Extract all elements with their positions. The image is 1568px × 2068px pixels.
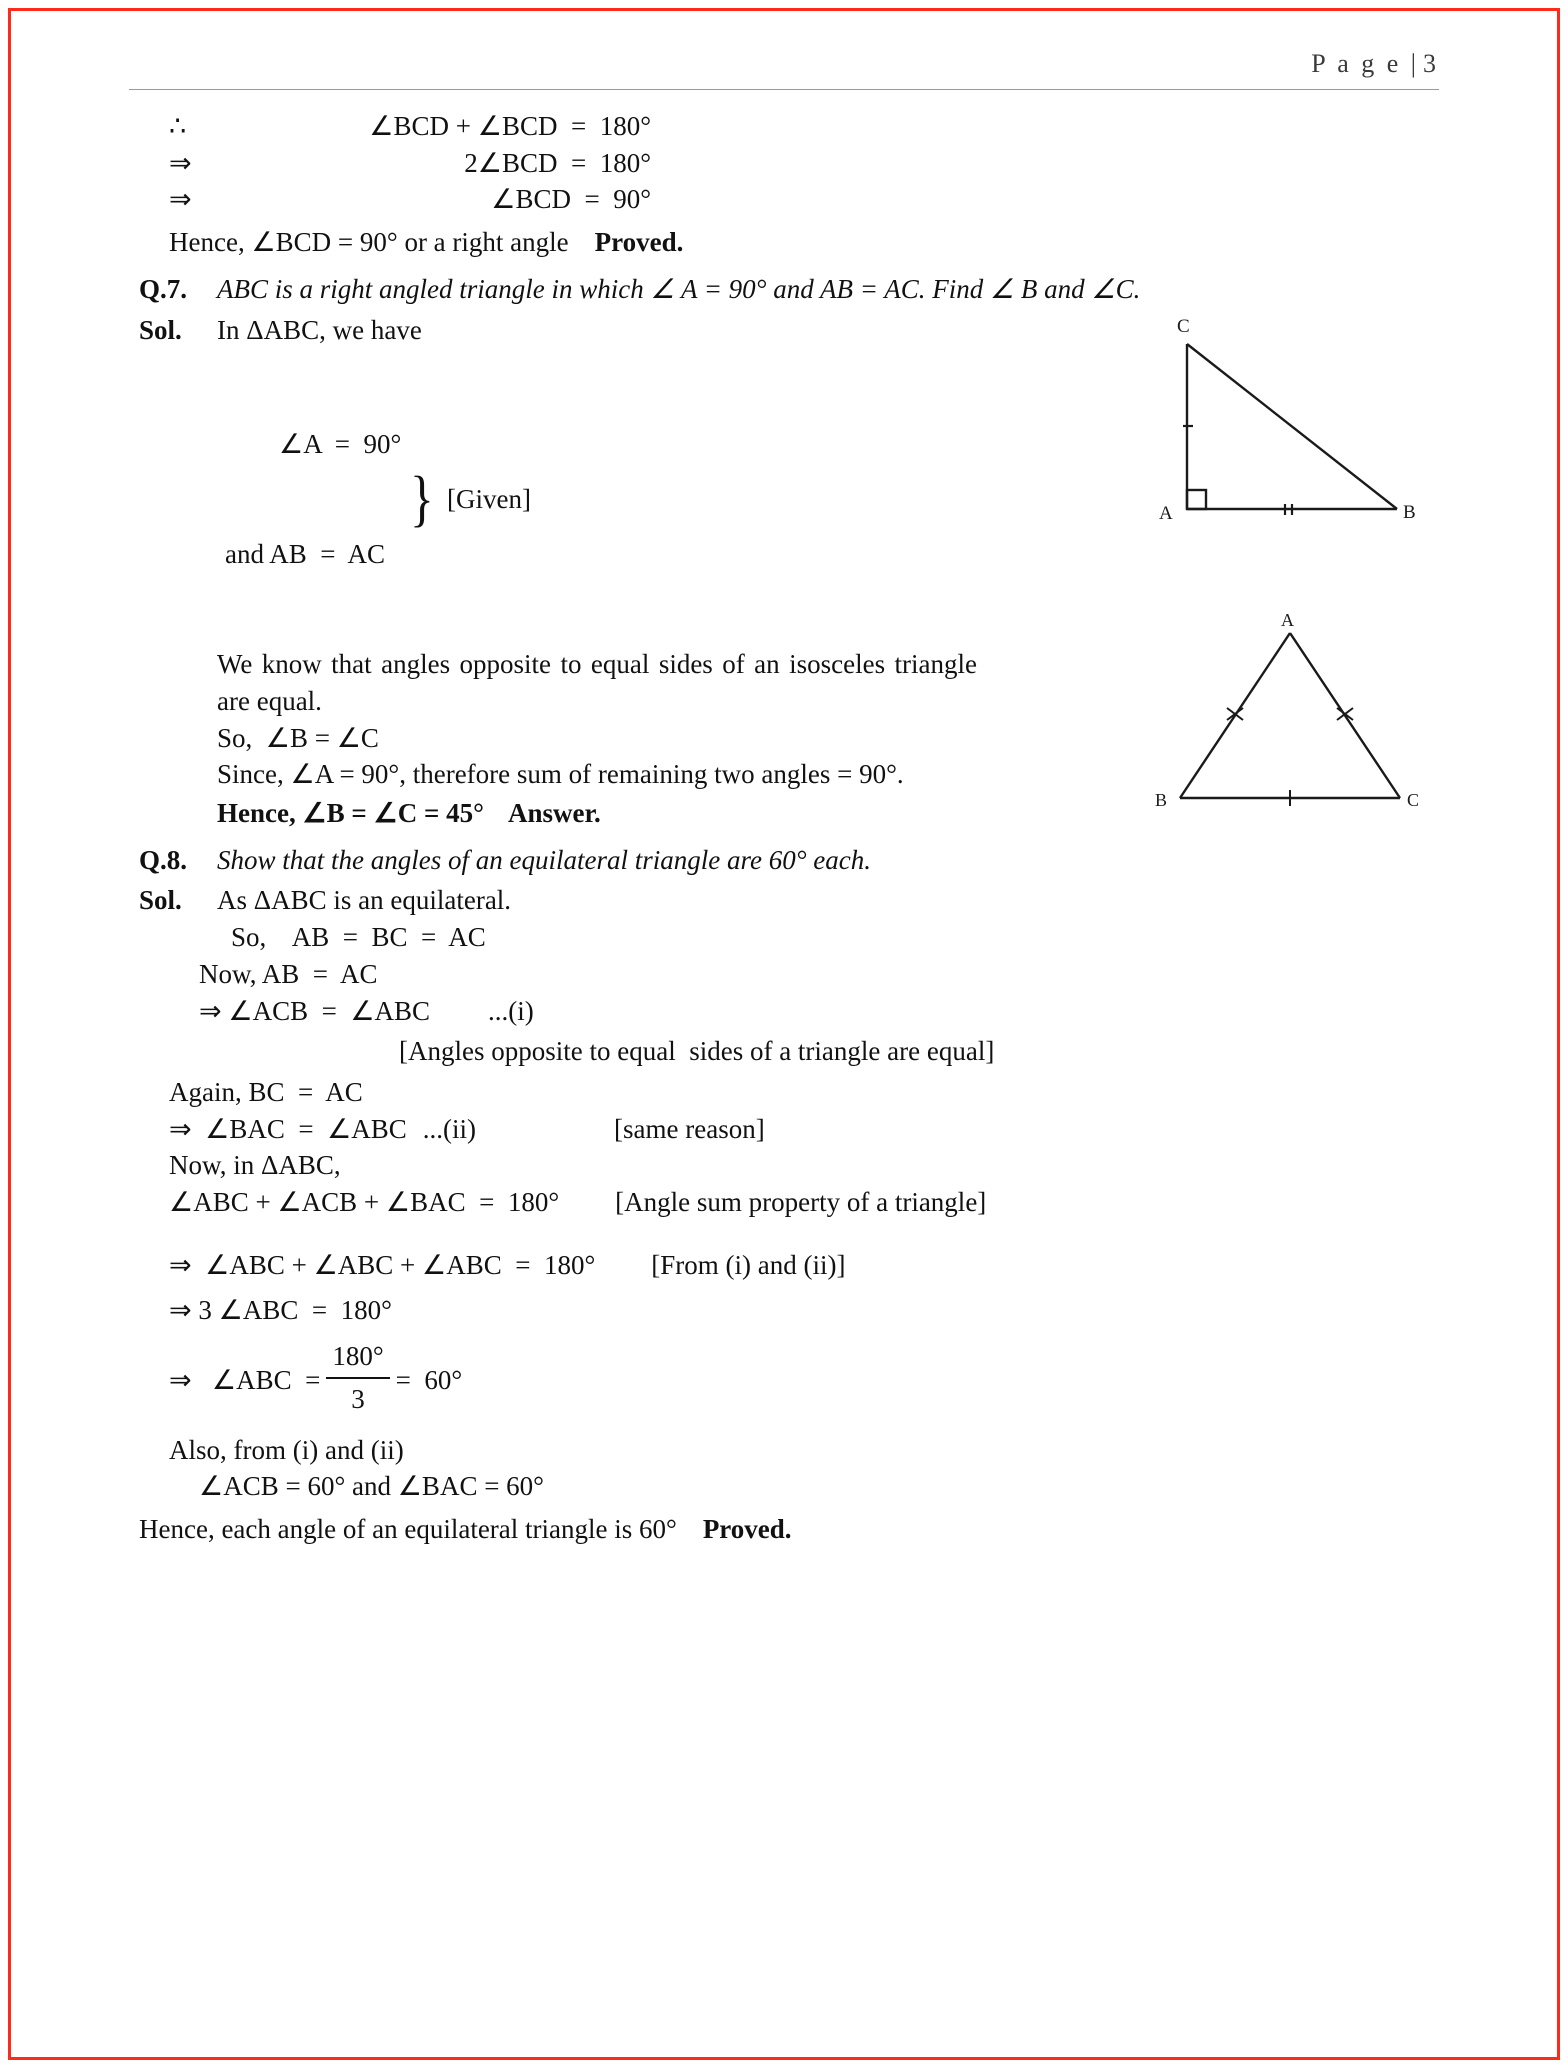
- proved-tag: Proved.: [594, 227, 684, 258]
- equation-symbol: ∴: [169, 111, 187, 141]
- solution-8-line-3: ⇒ ∠ACB = ∠ABC: [199, 995, 431, 1026]
- given-line-1: ∠A = 90°: [279, 428, 402, 459]
- solution-7-label: Sol.: [139, 314, 182, 345]
- fraction-numerator: 180°: [332, 1341, 384, 1372]
- solution-8-line-9: ∠ABC + ∠ACB + ∠BAC = 180°: [169, 1187, 560, 1218]
- solution-8-line-9-row: [139, 1184, 1429, 1221]
- question-7-label: Q.7.: [139, 273, 188, 304]
- document-content: [139, 108, 1429, 1548]
- question-8-text: Show that the angles of an equilateral triangle are 60° each.: [217, 844, 871, 875]
- solution-8-note-4: [From (i) and (ii)]: [651, 1249, 846, 1280]
- solution-8-line-6-row: [139, 1111, 1429, 1148]
- solution-8-line-8: Now, in ΔABC,: [169, 1150, 341, 1181]
- solution-8-label: Sol.: [139, 885, 182, 916]
- solution-8-line-16: Also, from (i) and (ii): [169, 1434, 404, 1465]
- page-border: [8, 8, 1560, 2060]
- page-number: 3: [1423, 49, 1439, 78]
- solution-8-note-2: [same reason]: [614, 1113, 765, 1144]
- svg-text:A: A: [1159, 503, 1173, 524]
- equation-body: ∠BCD + ∠BCD = 180°: [369, 111, 651, 141]
- fraction-bar: [326, 1377, 389, 1379]
- svg-text:C: C: [1407, 790, 1420, 810]
- solution-8-conclusion-row: [139, 1511, 1429, 1548]
- top-conclusion-row: [139, 224, 1429, 261]
- solution-8-line-15: = 60°: [395, 1364, 463, 1395]
- solution-8-line-13: ⇒ 3 ∠ABC = 180°: [169, 1294, 392, 1325]
- solution-8-line-6: ⇒ ∠BAC = ∠ABC: [169, 1113, 407, 1144]
- solution-7-body-2: So, ∠B = ∠C: [217, 722, 379, 753]
- given-block: [139, 352, 1429, 646]
- solution-8-note-3: [Angle sum property of a triangle]: [615, 1187, 987, 1218]
- fraction: [326, 1338, 389, 1417]
- solution-8-line-0: As ΔABC is an equilateral.: [217, 885, 512, 916]
- page-sheet: [11, 11, 1557, 2057]
- fraction-line: [139, 1340, 1429, 1419]
- equation-body: 2∠BCD = 180°: [464, 147, 651, 178]
- equation-symbol: ⇒: [169, 184, 192, 215]
- solution-7-body-1: We know that angles opposite to equal sides of an isosceles triangle are equal.: [217, 649, 977, 716]
- proved-tag: Proved.: [702, 1514, 792, 1545]
- equation-symbol: ⇒: [169, 147, 192, 178]
- solution-8-line-11-row: [139, 1247, 1429, 1284]
- question-7-text: ABC is a right angled triangle in which ∠ A = 90° and AB = AC. Find ∠ B and ∠C.: [217, 273, 1141, 304]
- svg-text:B: B: [1403, 502, 1416, 523]
- solution-8-line-3-row: [139, 993, 1429, 1030]
- reference-ii: ...(ii): [422, 1113, 477, 1144]
- equation-body: ∠BCD = 90°: [491, 184, 651, 215]
- solution-7-intro: In ΔABC, we have: [217, 314, 422, 345]
- equation-row: [139, 145, 1429, 182]
- solution-8: [139, 882, 1429, 919]
- curly-brace-icon: }: [410, 465, 435, 534]
- solution-7-body-3: Since, ∠A = 90°, therefore sum of remaining two angles = 90°.: [217, 759, 904, 790]
- question-7: [139, 271, 1429, 308]
- solution-8-line-14: ⇒ ∠ABC =: [169, 1364, 321, 1395]
- equation-row: [139, 108, 1429, 145]
- solution-7-result: Hence, ∠B = ∠C = 45°: [217, 797, 484, 828]
- equation-row: [139, 181, 1429, 218]
- solution-8-conclusion: Hence, each angle of an equilateral triangle is 60°: [139, 1514, 677, 1545]
- reference-i: ...(i): [488, 995, 534, 1026]
- svg-text:C: C: [1177, 316, 1190, 337]
- solution-8-line-2: Now, AB = AC: [199, 958, 378, 989]
- answer-tag: Answer.: [507, 797, 601, 828]
- header-label: P a g e |: [1311, 49, 1419, 78]
- solution-8-line-5: Again, BC = AC: [169, 1076, 363, 1107]
- solution-8-line-17: ∠ACB = 60° and ∠BAC = 60°: [199, 1471, 544, 1502]
- svg-text:B: B: [1155, 790, 1168, 810]
- solution-8-line-1: So, AB = BC = AC: [231, 922, 486, 953]
- given-line-2: and AB = AC: [225, 538, 385, 569]
- page-header: [129, 49, 1439, 90]
- solution-8-line-11: ⇒ ∠ABC + ∠ABC + ∠ABC = 180°: [169, 1249, 596, 1280]
- svg-text:A: A: [1281, 610, 1294, 630]
- given-tag: [Given]: [447, 483, 531, 514]
- solution-8-note-1: [Angles opposite to equal sides of a triangle are equal]: [399, 1036, 995, 1067]
- fraction-denominator: 3: [351, 1384, 365, 1414]
- question-8-label: Q.8.: [139, 844, 188, 875]
- top-conclusion-text: Hence, ∠BCD = 90° or a right angle: [169, 227, 569, 258]
